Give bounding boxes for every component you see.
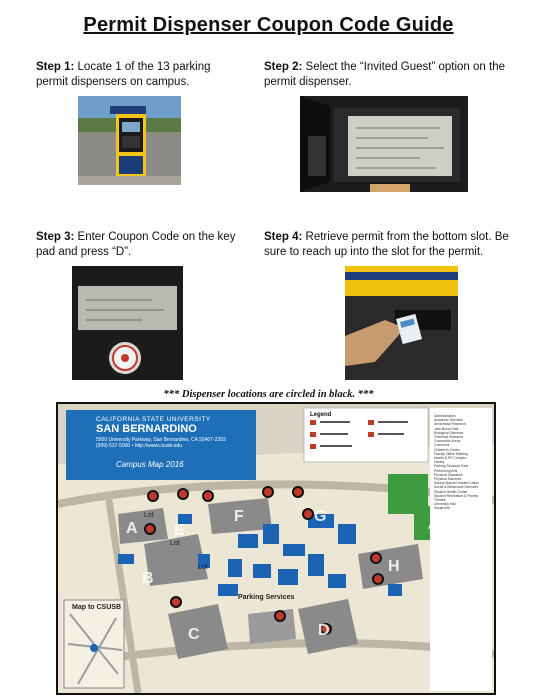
legend-item: Faculty Office Building [434,451,468,456]
lot-letter-d: D [318,622,330,639]
step-2-body: Select the “Invited Guest” option on the permit dispenser. [264,61,505,88]
step-1-body: Locate 1 of the 13 parking permit dispensers on campus. [36,61,211,88]
legend-item: Social & Behavioral Sciences [434,485,479,490]
lot-letter-g: G [314,508,327,525]
step-2-photo [300,96,468,192]
legend-item: Academic Services [434,418,463,423]
legend-item: Visual Arts [434,506,450,511]
lot-letter-e: E [174,522,185,539]
dispenser-caption: *** Dispenser locations are circled in black. *** [163,389,374,400]
lot-word-b: Lot [198,564,208,571]
legend-item: Health & PE Complex [434,456,467,461]
legend-item: Administration [434,414,456,418]
step-3-label: Step 3: [36,231,75,243]
lot-letter-c: C [188,626,200,643]
step-1-label: Step 1: [36,61,75,73]
map-legend-list [434,414,494,511]
step-4-photo [345,266,458,380]
map-legend-title: Legend [310,412,332,418]
lot-letter-b: B [142,570,154,587]
step-4-label: Step 4: [264,231,303,243]
legend-item: Physical Sciences [434,477,462,482]
map-university-top: CALIFORNIA STATE UNIVERSITY [96,416,211,423]
map-phone-line: (909) 537-5000 • http://www.csusb.edu [96,443,182,449]
legend-item: Commons [434,443,450,448]
legend-item: Chemical Sciences [434,435,463,440]
legend-item: Physical Education [434,472,463,477]
legend-item: Performing Arts [434,468,458,473]
legend-item: Arrowhead Research [434,422,466,427]
page-title: Permit Dispenser Coupon Code Guide [83,14,454,36]
legend-item: Santos Manuel Student Union [434,481,480,486]
step-3-text [36,230,236,260]
step-1-photo [78,96,181,185]
map-address-line: 5500 University Parkway, San Bernardino, CA 92407-2393 [96,437,226,443]
step-1-text [36,60,236,90]
legend-item: Student Health Center [434,489,468,494]
legend-item: Children's Center [434,447,461,452]
lot-letter-f: F [234,508,244,525]
legend-item: Student Recreation & Fitness [434,493,479,498]
lot-letter-a: A [126,520,138,537]
map-address [96,437,226,449]
campus-map [56,402,496,695]
map-header [66,410,256,480]
map-to-csusb-label: Map to CSUSB [72,604,121,611]
legend-item: Coussoulis Arena [434,439,461,444]
step-3-photo [72,266,183,380]
legend-item: Biological Sciences [434,430,464,435]
legend-item: Theatre [434,498,446,503]
step-4-text [264,230,514,260]
legend-item: Jack Brown Hall [434,426,459,431]
step-2-label: Step 2: [264,61,303,73]
map-campus-label: Campus Map 2016 [116,460,184,469]
map-university-name: SAN BERNARDINO [96,423,197,435]
parking-services-label: Parking Services [238,594,295,601]
lot-word-e: Lot [170,540,180,547]
step-3-body: Enter Coupon Code on the key pad and press “D”. [36,231,236,258]
legend-item: University Hall [434,502,456,507]
step-4-body: Retrieve permit from the bottom slot. Be sure to reach up into the slot for the permit. [264,231,509,258]
lot-word-a: Lot [144,512,154,519]
step-2-text [264,60,514,90]
lot-letter-h: H [388,558,400,575]
athletic-fields-label: Athletic Fields [428,524,476,531]
legend-item: Library [434,460,445,465]
legend-item: Parking Structure East [434,464,468,469]
